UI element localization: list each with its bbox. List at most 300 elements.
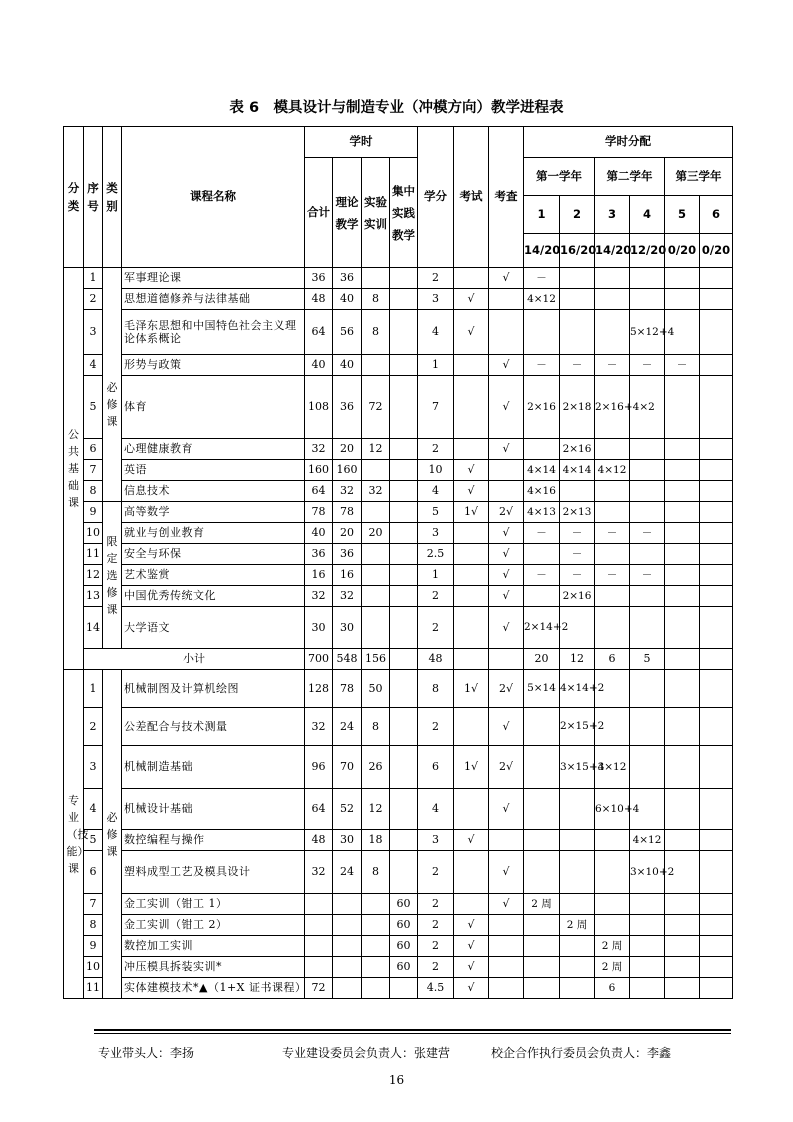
s1-cell: 4×13 [524,502,560,523]
s1-cell: － [524,523,560,544]
s3-cell [595,481,630,502]
s6-cell [700,544,733,565]
theory-cell: 20 [333,439,362,460]
s5-cell [665,460,700,481]
credits-cell: 2 [418,915,454,936]
credits-cell: 4 [418,310,454,355]
credits-cell: 4 [418,789,454,830]
group-prof-required [103,670,122,999]
s6-cell [700,936,733,957]
theory-cell [333,978,362,999]
s5-cell [665,376,700,439]
s1-cell [524,708,560,746]
assess-cell [489,830,524,851]
credits-cell: 1 [418,355,454,376]
practice-cell [362,915,390,936]
course-name-cell: 机械制造基础 [122,746,305,789]
footer-rule-thin [94,1033,731,1034]
s4-cell: － [630,523,665,544]
s6-cell [700,746,733,789]
intensive-cell [390,544,418,565]
s4-cell [630,670,665,708]
exam-cell [454,268,489,289]
practice-cell [362,565,390,586]
exam-cell: √ [454,957,489,978]
total-cell: 30 [305,607,333,649]
header-year1: 第一学年 [524,158,595,196]
total-cell: 64 [305,310,333,355]
s6-cell [700,607,733,649]
weeks-1: 14/20 [524,234,560,268]
s4-cell: 3×10+2 [630,851,665,894]
intensive-cell [390,565,418,586]
assess-cell [489,915,524,936]
exam-cell [454,439,489,460]
s5-cell [665,289,700,310]
s6-cell [700,268,733,289]
seq-cell: 8 [84,915,103,936]
s6-cell [700,481,733,502]
s6-cell [700,376,733,439]
practice-cell: 8 [362,708,390,746]
credits-cell: 2 [418,957,454,978]
seq-cell: 1 [84,268,103,289]
theory-cell: 52 [333,789,362,830]
theory-cell [333,894,362,915]
practice-cell: 26 [362,746,390,789]
s3-cell: 2 周 [595,957,630,978]
header-credits: 学分 [418,127,454,268]
practice-cell: 12 [362,789,390,830]
footer-leader: 专业带头人：李扬 [98,1046,195,1060]
practice-cell: 8 [362,851,390,894]
subtotal-s3: 6 [595,649,630,670]
total-cell: 96 [305,746,333,789]
course-name-cell: 思想道德修养与法律基础 [122,289,305,310]
practice-cell [362,502,390,523]
s3-cell [595,289,630,310]
total-cell: 160 [305,460,333,481]
intensive-cell [390,708,418,746]
s1-cell: － [524,268,560,289]
intensive-cell: 60 [390,936,418,957]
s6-cell [700,439,733,460]
theory-cell: 56 [333,310,362,355]
seq-cell: 1 [84,670,103,708]
theory-cell: 32 [333,586,362,607]
intensive-cell [390,978,418,999]
practice-cell [362,894,390,915]
intensive-cell [390,607,418,649]
assess-cell: √ [489,607,524,649]
s2-cell: 2×15+2 [560,708,595,746]
assess-cell: √ [489,789,524,830]
total-cell: 32 [305,439,333,460]
exam-cell: √ [454,915,489,936]
total-cell: 40 [305,523,333,544]
s1-cell [524,586,560,607]
seq-cell: 9 [84,936,103,957]
seq-cell: 6 [84,851,103,894]
course-name-cell: 机械设计基础 [122,789,305,830]
exam-cell: √ [454,289,489,310]
credits-cell: 2 [418,708,454,746]
footer-committee: 专业建设委员会负责人：张建营 [282,1046,451,1060]
exam-cell: 1√ [454,502,489,523]
course-name-cell: 形势与政策 [122,355,305,376]
s5-cell [665,439,700,460]
s5-cell [665,586,700,607]
s4-cell: － [630,355,665,376]
seq-cell: 10 [84,957,103,978]
s1-cell [524,851,560,894]
group-required [103,268,122,502]
assess-cell: √ [489,376,524,439]
total-cell: 48 [305,289,333,310]
s4-cell [630,957,665,978]
seq-cell: 3 [84,746,103,789]
course-name-cell: 军事理论课 [122,268,305,289]
intensive-cell: 60 [390,915,418,936]
s2-cell: 2×16 [560,439,595,460]
subtotal-credits: 48 [418,649,454,670]
exam-cell: √ [454,936,489,957]
s1-cell [524,544,560,565]
assess-cell: √ [489,586,524,607]
practice-cell: 18 [362,830,390,851]
s1-cell [524,830,560,851]
s4-cell [630,439,665,460]
s4-cell [630,544,665,565]
group-prof-required-label: 必修课 [106,810,118,858]
exam-cell [454,565,489,586]
s3-cell: 4×12 [595,460,630,481]
group-professional [64,670,89,999]
s2-cell: － [560,565,595,586]
practice-cell: 12 [362,439,390,460]
exam-cell: √ [454,978,489,999]
subtotal-s2: 12 [560,649,595,670]
s5-cell [665,936,700,957]
s2-cell [560,789,595,830]
s1-cell: － [524,355,560,376]
s5-cell [665,978,700,999]
footer-cooperation: 校企合作执行委员会负责人：李鑫 [491,1046,672,1060]
table-row [64,481,733,502]
assess-cell [489,481,524,502]
practice-cell: 32 [362,481,390,502]
s3-cell [595,830,630,851]
s1-cell [524,915,560,936]
course-name-cell: 实体建模技术*▲（1+X 证书课程） [122,978,305,999]
s3-cell [595,310,630,355]
seq-cell: 13 [84,586,103,607]
course-name-cell: 英语 [122,460,305,481]
header-exam: 考试 [454,127,489,268]
semester-1: 1 [524,196,560,234]
practice-cell [362,355,390,376]
weeks-6: 0/20 [700,234,733,268]
s3-cell [595,439,630,460]
s1-cell [524,978,560,999]
exam-cell: √ [454,830,489,851]
exam-cell: 1√ [454,746,489,789]
s4-cell [630,460,665,481]
seq-cell: 9 [84,502,103,523]
theory-cell: 20 [333,523,362,544]
course-name-cell: 体育 [122,376,305,439]
credits-cell: 8 [418,670,454,708]
s5-cell [665,830,700,851]
s3-cell: 4×12 [595,746,630,789]
s4-cell [630,936,665,957]
s5-cell [665,607,700,649]
weeks-4: 12/20 [630,234,665,268]
s4-cell [630,502,665,523]
credits-cell: 7 [418,376,454,439]
intensive-cell: 60 [390,957,418,978]
credits-cell: 4 [418,481,454,502]
credits-cell: 2 [418,607,454,649]
s2-cell [560,268,595,289]
theory-cell: 40 [333,355,362,376]
s3-cell [595,544,630,565]
semester-6: 6 [700,196,733,234]
header-type: 类别 [103,127,122,268]
seq-cell: 12 [84,565,103,586]
s5-cell [665,957,700,978]
seq-cell: 7 [84,460,103,481]
intensive-cell [390,851,418,894]
intensive-cell [390,376,418,439]
total-cell: 64 [305,481,333,502]
subtotal-s5 [665,649,700,670]
theory-cell: 30 [333,607,362,649]
practice-cell: 50 [362,670,390,708]
theory-cell: 160 [333,460,362,481]
header-intensive: 集中实践教学 [390,158,418,268]
total-cell: 32 [305,586,333,607]
s1-cell [524,310,560,355]
table-row [64,936,733,957]
intensive-cell: 60 [390,894,418,915]
s5-cell [665,894,700,915]
assess-cell [489,460,524,481]
s1-cell: 2×16 [524,376,560,439]
practice-cell [362,978,390,999]
practice-cell [362,268,390,289]
s3-cell: － [595,523,630,544]
theory-cell [333,915,362,936]
s6-cell [700,289,733,310]
s1-cell: 4×14 [524,460,560,481]
s6-cell [700,915,733,936]
course-name-cell: 信息技术 [122,481,305,502]
s2-cell: － [560,544,595,565]
s4-cell [630,915,665,936]
subtotal-exam [454,649,489,670]
s3-cell: － [595,355,630,376]
s3-cell [595,607,630,649]
credits-cell: 3 [418,289,454,310]
theory-cell [333,936,362,957]
s3-cell: 2×16+4×2 [595,376,630,439]
credits-cell: 2 [418,268,454,289]
s4-cell [630,268,665,289]
header-theory: 理论教学 [333,158,362,268]
credits-cell: 2 [418,586,454,607]
seq-cell: 10 [84,523,103,544]
group-public [64,268,84,670]
exam-cell [454,851,489,894]
theory-cell: 16 [333,565,362,586]
header-year3: 第三学年 [665,158,733,196]
page-number: 16 [388,1073,405,1087]
table-row [64,851,733,894]
header-assess: 考查 [489,127,524,268]
s1-cell: 4×16 [524,481,560,502]
subtotal-total: 700 [305,649,333,670]
table-row [64,544,733,565]
total-cell: 16 [305,565,333,586]
assess-cell: √ [489,523,524,544]
practice-cell: 8 [362,310,390,355]
s2-cell: 4×14+2 [560,670,595,708]
header-distribution: 学时分配 [524,127,733,158]
header-total: 合计 [305,158,333,268]
s3-cell: 6 [595,978,630,999]
table-title: 表 6 模具设计与制造专业（冲模方向）教学进程表 [229,100,564,116]
seq-cell: 5 [84,830,103,851]
s6-cell [700,830,733,851]
s4-cell: － [630,565,665,586]
seq-cell: 6 [84,439,103,460]
theory-cell: 70 [333,746,362,789]
s6-cell [700,586,733,607]
s3-cell [595,851,630,894]
s3-cell: 6×10+4 [595,789,630,830]
course-name-cell: 金工实训（钳工 2） [122,915,305,936]
course-name-cell: 中国优秀传统文化 [122,586,305,607]
course-name-cell: 冲压模具拆装实训* [122,957,305,978]
intensive-cell [390,746,418,789]
s6-cell [700,565,733,586]
exam-cell [454,586,489,607]
s2-cell [560,851,595,894]
s1-cell [524,789,560,830]
exam-cell: √ [454,481,489,502]
weeks-2: 16/20 [560,234,595,268]
intensive-cell [390,289,418,310]
seq-cell: 5 [84,376,103,439]
s2-cell [560,894,595,915]
semester-2: 2 [560,196,595,234]
s2-cell [560,936,595,957]
group-elective-label: 限定选修课 [106,534,118,616]
credits-cell: 3 [418,523,454,544]
s4-cell [630,607,665,649]
seq-cell: 4 [84,789,103,830]
exam-cell: √ [454,460,489,481]
s6-cell [700,894,733,915]
assess-cell: √ [489,268,524,289]
credits-cell: 1 [418,565,454,586]
s4-cell [630,481,665,502]
assess-cell: √ [489,565,524,586]
table-row [64,586,733,607]
group-required-label: 必修课 [106,381,118,428]
theory-cell [333,957,362,978]
seq-cell: 14 [84,607,103,649]
table-body [64,127,733,999]
course-name-cell: 安全与环保 [122,544,305,565]
s2-cell [560,830,595,851]
seq-cell: 2 [84,708,103,746]
s4-cell [630,708,665,746]
exam-cell [454,607,489,649]
table-row [64,310,733,355]
exam-cell [454,708,489,746]
group-professional-label: 专业（技能）课 [66,793,89,875]
total-cell: 64 [305,789,333,830]
s4-cell: 4×12 [630,830,665,851]
s6-cell [700,957,733,978]
total-cell: 36 [305,268,333,289]
total-cell: 72 [305,978,333,999]
assess-cell [489,310,524,355]
s3-cell: 2 周 [595,936,630,957]
table-row [64,289,733,310]
table-row [64,978,733,999]
subtotal-s6 [700,649,733,670]
s2-cell: 2×16 [560,586,595,607]
table-row [64,523,733,544]
theory-cell: 32 [333,481,362,502]
theory-cell: 36 [333,544,362,565]
s3-cell [595,502,630,523]
exam-cell [454,376,489,439]
footer-rule-thick [94,1029,731,1031]
s1-cell [524,936,560,957]
assess-cell: √ [489,544,524,565]
assess-cell: √ [489,439,524,460]
s2-cell: 2 周 [560,915,595,936]
theory-cell: 78 [333,670,362,708]
practice-cell: 72 [362,376,390,439]
intensive-cell [390,268,418,289]
table-row [64,502,733,523]
table-row [64,376,733,439]
subtotal-intensive [390,649,418,670]
seq-cell: 11 [84,978,103,999]
s5-cell [665,915,700,936]
seq-cell: 3 [84,310,103,355]
table-row [64,460,733,481]
s5-cell [665,544,700,565]
theory-cell: 30 [333,830,362,851]
s3-cell [595,586,630,607]
total-cell: 40 [305,355,333,376]
table-row [64,670,733,708]
s1-cell: 2×14+2 [524,607,560,649]
exam-cell: 1√ [454,670,489,708]
s5-cell [665,670,700,708]
group-public-label: 公共基础课 [68,428,79,509]
s6-cell [700,460,733,481]
table-row [64,268,733,289]
table-row [64,789,733,830]
subtotal-label: 小计 [84,649,305,670]
